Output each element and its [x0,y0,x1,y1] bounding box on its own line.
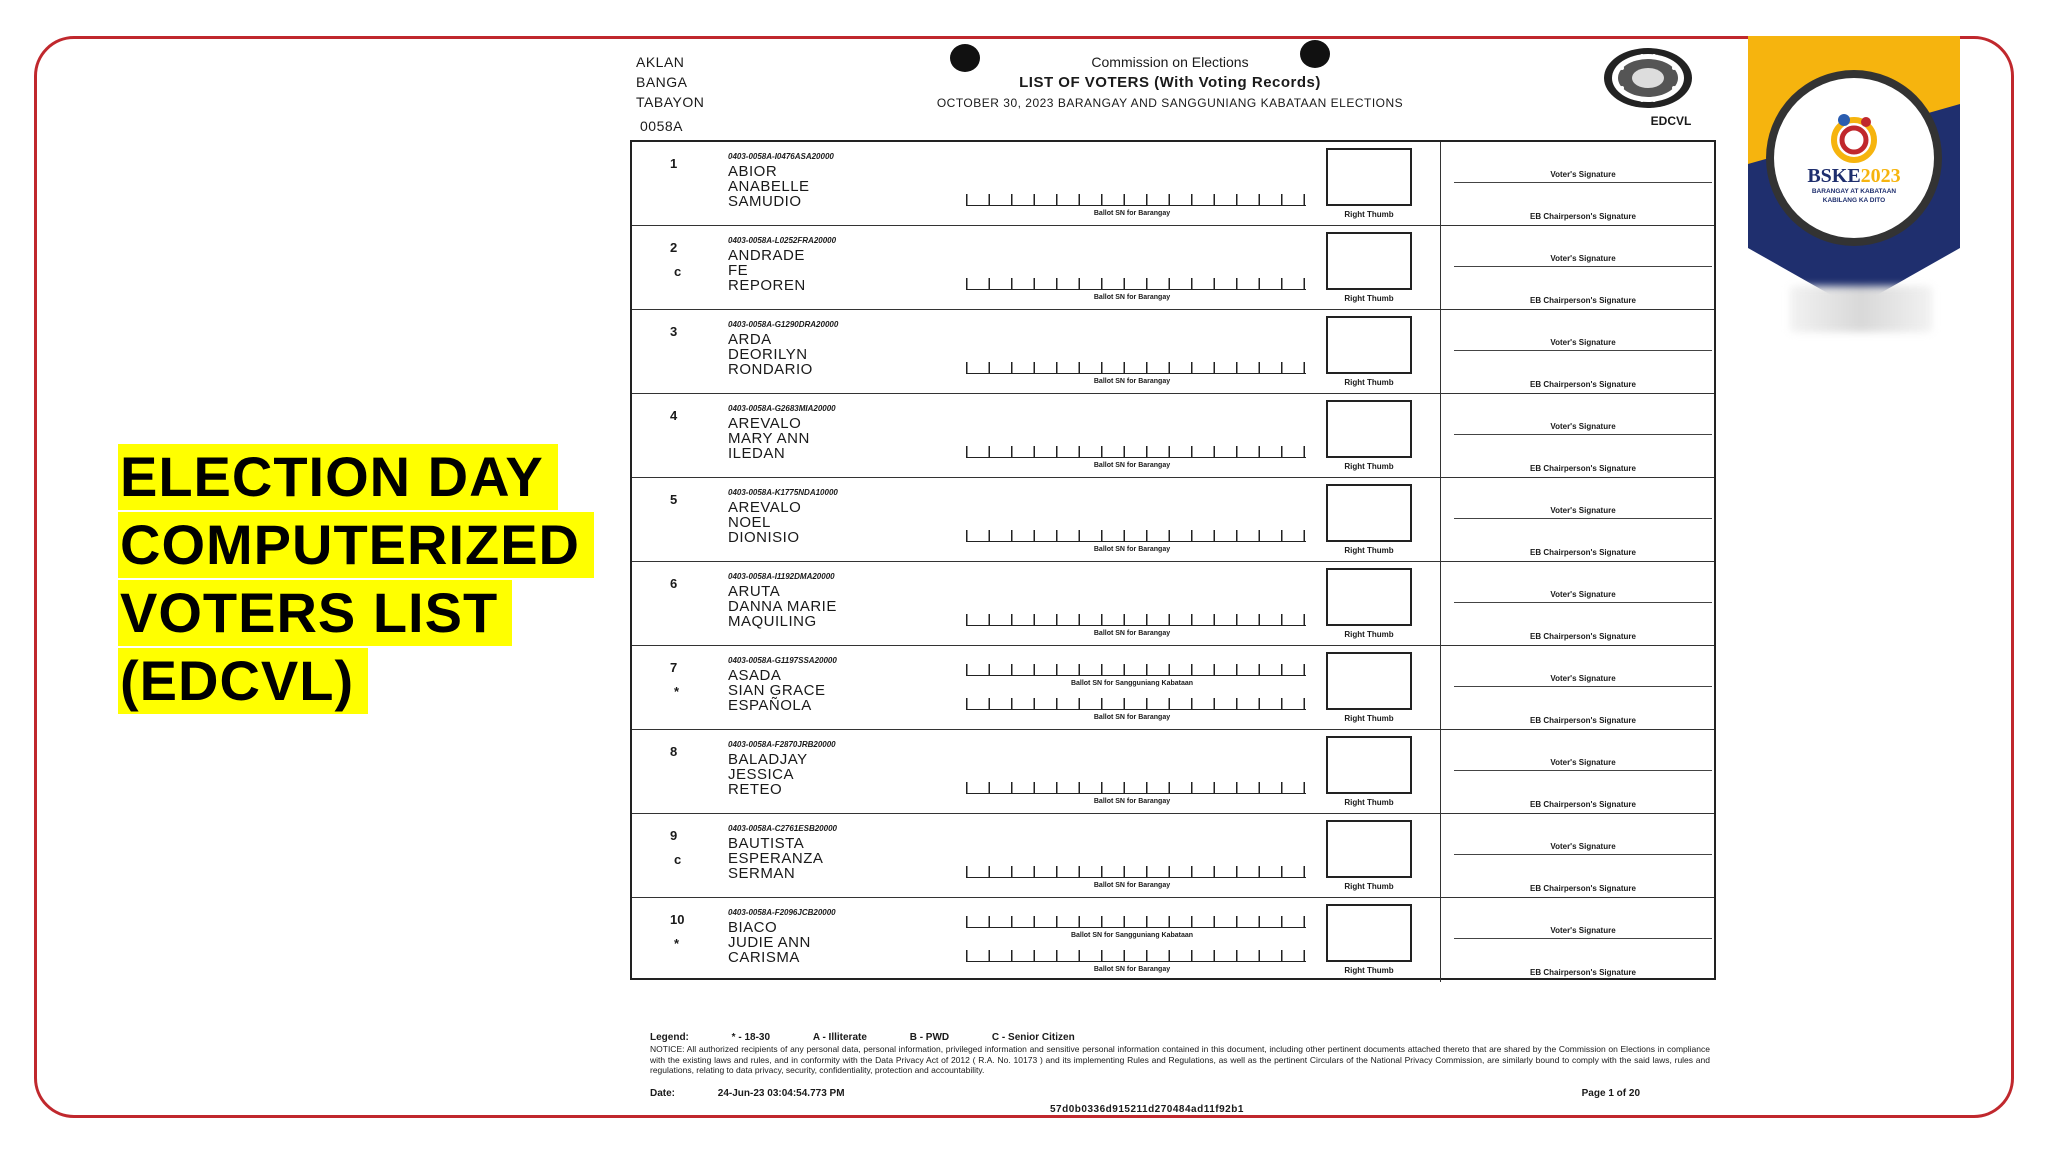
right-thumb-caption: Right Thumb [1344,798,1394,807]
voter-signature-caption: Voter's Signature [1550,170,1616,179]
column-divider [1440,646,1441,729]
title-line-3: VOTERS LIST [118,580,512,646]
voter-signature-caption: Voter's Signature [1550,674,1616,683]
voter-number: 7 [670,660,678,675]
voter-signature-line[interactable] [1454,602,1712,603]
chairperson-signature-caption: EB Chairperson's Signature [1530,716,1636,725]
legend-item: B - PWD [909,1032,950,1043]
barangay-ballot-serial-boxes[interactable] [966,866,1306,878]
voter-number: 10 [670,912,685,927]
chairperson-signature-caption: EB Chairperson's Signature [1530,884,1636,893]
location-municipality: BANGA [636,74,688,90]
voter-first-name: NOEL [728,514,771,531]
voter-signature-caption: Voter's Signature [1550,338,1616,347]
slide-title [118,444,594,716]
voter-first-name: MARY ANN [728,430,810,447]
doc-subtitle: OCTOBER 30, 2023 BARANGAY AND SANGGUNIANG KABATAAN ELECTIONS [936,96,1404,110]
bske-logo-badge [1748,36,1960,308]
barangay-ballot-caption: Ballot SN for Barangay [1093,378,1171,385]
voter-first-name: ESPERANZA [728,850,824,867]
legend-item: * - 18-30 [731,1032,771,1043]
right-thumb-caption: Right Thumb [1344,210,1394,219]
barangay-ballot-caption: Ballot SN for Barangay [1093,966,1171,973]
voter-number: 3 [670,324,678,339]
chairperson-signature-caption: EB Chairperson's Signature [1530,632,1636,641]
voter-id: 0403-0058A-L0252FRA20000 [728,236,837,245]
column-divider [1440,814,1441,897]
voter-row [632,646,1714,730]
voter-middle-name: ILEDAN [728,445,786,462]
voter-mark: c [674,264,682,279]
right-thumb-box[interactable] [1326,148,1412,206]
title-line-1: ELECTION DAY [118,444,558,510]
right-thumb-caption: Right Thumb [1344,294,1394,303]
barangay-ballot-serial-boxes[interactable] [966,194,1306,206]
precinct-code: 0058A [640,118,683,134]
voter-first-name: SIAN GRACE [728,682,826,699]
voter-signature-caption: Voter's Signature [1550,590,1616,599]
voter-first-name: FE [728,262,749,279]
doc-code: EDCVL [1650,114,1692,128]
legend-item: A - Illiterate [812,1032,867,1043]
doc-title: LIST OF VOTERS (With Voting Records) [1019,74,1321,91]
column-divider [1440,142,1441,225]
right-thumb-caption: Right Thumb [1344,630,1394,639]
voter-middle-name: REPOREN [728,277,806,294]
voter-row [632,898,1714,982]
voter-last-name: BAUTISTA [728,835,805,852]
voter-last-name: ARDA [728,331,772,348]
column-divider [1440,394,1441,477]
legend-label: Legend: [650,1032,689,1043]
voter-first-name: ANABELLE [728,178,810,195]
chairperson-signature-caption: EB Chairperson's Signature [1530,296,1636,305]
legend-item: C - Senior Citizen [991,1032,1075,1043]
title-line-2: COMPUTERIZED [118,512,594,578]
sk-ballot-serial-boxes[interactable] [966,664,1306,676]
chairperson-signature-caption: EB Chairperson's Signature [1530,800,1636,809]
voter-signature-line[interactable] [1454,518,1712,519]
voter-last-name: ANDRADE [728,247,805,264]
barangay-ballot-serial-boxes[interactable] [966,950,1306,962]
voter-number: 4 [670,408,678,423]
barangay-ballot-serial-boxes[interactable] [966,614,1306,626]
date-value: 24-Jun-23 03:04:54.773 PM [717,1088,845,1099]
voter-row [632,478,1714,562]
badge-year: 2023 [1860,165,1901,187]
voter-signature-caption: Voter's Signature [1550,506,1616,515]
badge-line1: BARANGAY AT KABATAAN [1811,188,1897,195]
voter-signature-line[interactable] [1454,266,1712,267]
blurred-caption [1790,286,1932,332]
voter-mark: c [674,852,682,867]
voter-signature-line[interactable] [1454,854,1712,855]
voter-middle-name: DIONISIO [728,529,800,546]
voter-signature-caption: Voter's Signature [1550,926,1616,935]
barangay-ballot-caption: Ballot SN for Barangay [1093,714,1171,721]
voter-row [632,142,1714,226]
badge-line2: KABILANG KA DITO [1822,197,1886,204]
barangay-ballot-caption: Ballot SN for Barangay [1093,630,1171,637]
voter-id: 0403-0058A-I1192DMA20000 [728,572,835,581]
voter-middle-name: ESPAÑOLA [728,697,812,714]
voter-signature-caption: Voter's Signature [1550,254,1616,263]
document-hash: 57d0b0336d915211d270484ad11f92b1 [1050,1104,1244,1115]
right-thumb-box[interactable] [1326,652,1412,710]
voter-signature-line[interactable] [1454,938,1712,939]
voter-row [632,310,1714,394]
voter-middle-name: CARISMA [728,949,800,966]
sk-ballot-caption: Ballot SN for Sangguniang Kabataan [1070,932,1194,939]
column-divider [1440,562,1441,645]
right-thumb-box[interactable] [1326,316,1412,374]
voter-last-name: AREVALO [728,415,802,432]
voter-number: 1 [670,156,678,171]
barangay-ballot-caption: Ballot SN for Barangay [1093,882,1171,889]
chairperson-signature-caption: EB Chairperson's Signature [1530,380,1636,389]
voter-middle-name: RETEO [728,781,783,798]
right-thumb-box[interactable] [1326,568,1412,626]
voter-row [632,730,1714,814]
voter-signature-line[interactable] [1454,182,1712,183]
barangay-ballot-caption: Ballot SN for Barangay [1093,294,1171,301]
print-date-bar [650,1088,1710,1099]
voter-last-name: ARUTA [728,583,781,600]
right-thumb-box[interactable] [1326,904,1412,962]
voter-id: 0403-0058A-I0476ASA20000 [728,152,834,161]
column-divider [1440,898,1441,982]
voter-signature-caption: Voter's Signature [1550,758,1616,767]
voter-id: 0403-0058A-K1775NDA10000 [728,488,838,497]
voter-last-name: AREVALO [728,499,802,516]
voter-row [632,562,1714,646]
voter-signature-line[interactable] [1454,350,1712,351]
voter-number: 5 [670,492,678,507]
voters-table [630,140,1716,980]
right-thumb-caption: Right Thumb [1344,966,1394,975]
voter-signature-caption: Voter's Signature [1550,842,1616,851]
barangay-ballot-serial-boxes[interactable] [966,698,1306,710]
right-thumb-caption: Right Thumb [1344,378,1394,387]
right-thumb-box[interactable] [1326,484,1412,542]
voter-id: 0403-0058A-C2761ESB20000 [728,824,837,833]
voter-first-name: JUDIE ANN [728,934,811,951]
voter-last-name: ABIOR [728,163,778,180]
right-thumb-caption: Right Thumb [1344,462,1394,471]
voter-id: 0403-0058A-G1290DRA20000 [728,320,839,329]
comelec-seal-icon [1600,44,1696,116]
legend [650,1032,1710,1043]
voter-last-name: BALADJAY [728,751,808,768]
voter-middle-name: RONDARIO [728,361,813,378]
right-thumb-box[interactable] [1326,820,1412,878]
right-thumb-caption: Right Thumb [1344,714,1394,723]
barangay-ballot-serial-boxes[interactable] [966,782,1306,794]
right-thumb-box[interactable] [1326,736,1412,794]
voter-row [632,226,1714,310]
voter-number: 2 [670,240,678,255]
voter-mark: * [674,684,680,699]
voter-middle-name: MAQUILING [728,613,817,630]
barangay-ballot-serial-boxes[interactable] [966,362,1306,374]
right-thumb-caption: Right Thumb [1344,546,1394,555]
chairperson-signature-caption: EB Chairperson's Signature [1530,548,1636,557]
voter-row [632,394,1714,478]
column-divider [1440,226,1441,309]
voter-mark: * [674,936,680,951]
sk-ballot-caption: Ballot SN for Sangguniang Kabataan [1070,680,1194,687]
column-divider [1440,310,1441,393]
voter-row [632,814,1714,898]
voter-middle-name: SERMAN [728,865,796,882]
page-indicator: Page 1 of 20 [1581,1088,1640,1099]
voter-last-name: ASADA [728,667,782,684]
voter-number: 8 [670,744,678,759]
title-line-4: (EDCVL) [118,648,368,714]
chairperson-signature-caption: EB Chairperson's Signature [1530,968,1636,977]
column-divider [1440,478,1441,561]
barangay-ballot-caption: Ballot SN for Barangay [1093,798,1171,805]
right-thumb-caption: Right Thumb [1344,882,1394,891]
barangay-ballot-serial-boxes[interactable] [966,530,1306,542]
voter-first-name: DANNA MARIE [728,598,837,615]
badge-brand: BSKE [1807,165,1861,187]
column-divider [1440,730,1441,813]
voter-signature-line[interactable] [1454,434,1712,435]
voter-signature-caption: Voter's Signature [1550,422,1616,431]
barangay-ballot-caption: Ballot SN for Barangay [1093,462,1171,469]
voter-id: 0403-0058A-F2870JRB20000 [728,740,836,749]
voter-id: 0403-0058A-G1197SSA20000 [728,656,837,665]
chairperson-signature-caption: EB Chairperson's Signature [1530,212,1636,221]
voter-number: 9 [670,828,678,843]
barangay-ballot-serial-boxes[interactable] [966,278,1306,290]
barangay-ballot-caption: Ballot SN for Barangay [1093,210,1171,217]
right-thumb-box[interactable] [1326,232,1412,290]
location-province: AKLAN [636,54,685,70]
voter-middle-name: SAMUDIO [728,193,802,210]
doc-agency: Commission on Elections [1091,54,1249,70]
voter-number: 6 [670,576,678,591]
date-label: Date: [650,1088,676,1099]
right-thumb-box[interactable] [1326,400,1412,458]
location-barangay: TABAYON [636,94,705,110]
chairperson-signature-caption: EB Chairperson's Signature [1530,464,1636,473]
barangay-ballot-serial-boxes[interactable] [966,446,1306,458]
voter-last-name: BIACO [728,919,778,936]
voter-signature-line[interactable] [1454,686,1712,687]
barangay-ballot-caption: Ballot SN for Barangay [1093,546,1171,553]
privacy-notice: NOTICE: All authorized recipients of any personal data, personal information, privileged information and sensitive personal information contained in this document, including other pertinent documents attached thereto that are shared by the Commission on Elections in compliance with the existing laws and rules, and in conformity with the Data Privacy Act of 2012 ( R.A. No. 10173 ) and its implementing Rules and Regulations, as well as the pertinent Circulars of the National Privacy Commission, are similarly bound to comply with the said laws, rules and regulations, relating to data privacy, security, confidentiality, protection and accountability. [650,1044,1710,1075]
voter-signature-line[interactable] [1454,770,1712,771]
voter-first-name: DEORILYN [728,346,808,363]
voters-list-document [620,44,1730,1124]
sk-ballot-serial-boxes[interactable] [966,916,1306,928]
svg-text:BSKE2023 [1807,165,1900,187]
voter-id: 0403-0058A-G2683MIA20000 [728,404,836,413]
voter-first-name: JESSICA [728,766,795,783]
voter-id: 0403-0058A-F2096JCB20000 [728,908,836,917]
